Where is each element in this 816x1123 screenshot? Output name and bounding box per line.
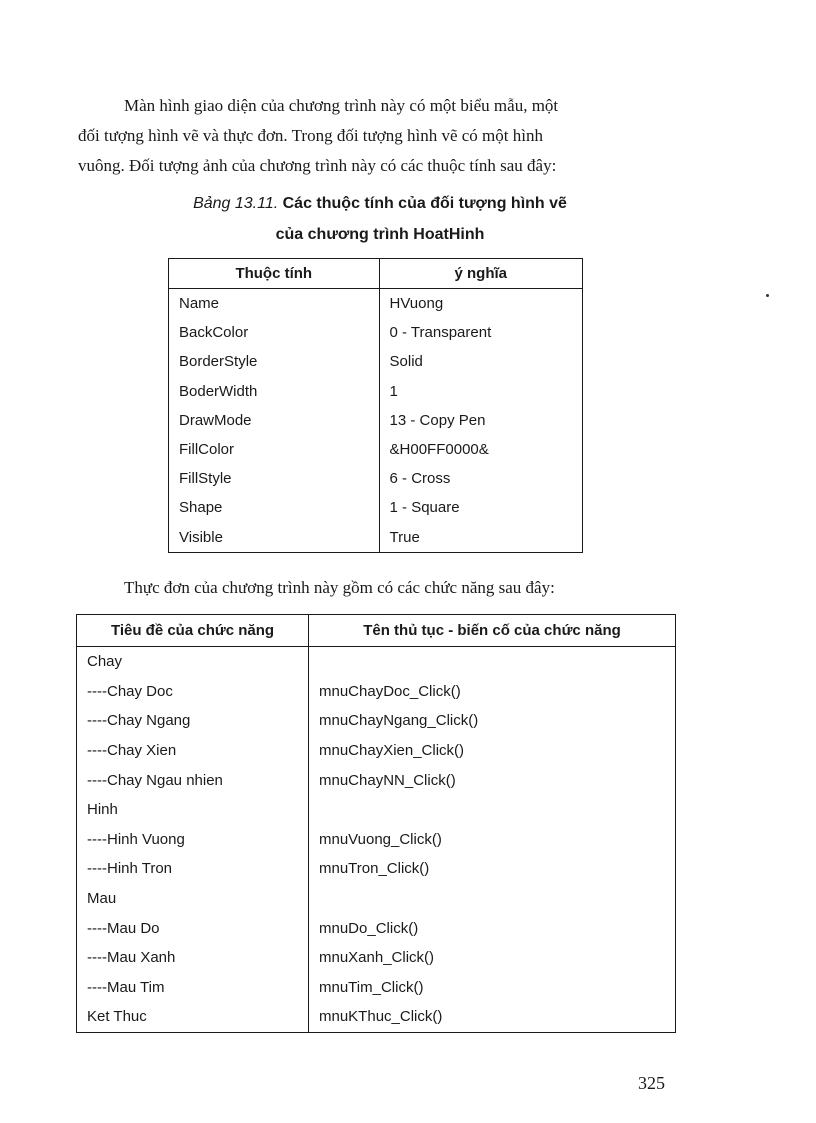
menu-item-title: ----Mau Do bbox=[77, 913, 309, 943]
property-name: FillStyle bbox=[169, 464, 380, 493]
menu-table bbox=[76, 614, 676, 1033]
table-row bbox=[77, 765, 676, 795]
header-procedure: Tên thủ tục - biến cố của chức năng bbox=[309, 615, 676, 647]
menu-item-procedure: mnuTim_Click() bbox=[319, 978, 424, 996]
menu-item-procedure: mnuXanh_Click() bbox=[319, 949, 435, 967]
table-row bbox=[169, 406, 583, 435]
intro-line-2: đối tượng hình vẽ và thực đơn. Trong đối tượng hình vẽ có một hình bbox=[78, 126, 543, 145]
table-caption-title-line-1: Các thuộc tính của đối tượng hình vẽ bbox=[282, 195, 567, 212]
table-caption-continued bbox=[150, 226, 610, 244]
property-value: 13 - Copy Pen bbox=[389, 411, 486, 429]
table-row bbox=[77, 1002, 676, 1032]
intro-paragraph bbox=[78, 91, 672, 181]
table-row bbox=[77, 647, 676, 677]
property-name: BorderStyle bbox=[169, 347, 380, 376]
table-row bbox=[169, 523, 583, 553]
table-row bbox=[169, 289, 583, 319]
table-row bbox=[77, 913, 676, 943]
table-caption bbox=[150, 195, 610, 213]
table-row bbox=[77, 706, 676, 736]
property-value: Solid bbox=[389, 353, 423, 371]
menu-item-title: ----Chay Xien bbox=[77, 736, 309, 766]
table-row bbox=[169, 347, 583, 376]
table-row bbox=[77, 677, 676, 707]
property-name: FillColor bbox=[169, 435, 380, 464]
menu-item-title: Chay bbox=[77, 647, 309, 677]
menu-item-title: Hinh bbox=[77, 795, 309, 825]
menu-item-title: ----Chay Doc bbox=[77, 677, 309, 707]
property-value: 0 - Transparent bbox=[389, 324, 492, 342]
page-number: 325 bbox=[638, 1073, 665, 1093]
menu-item-title: ----Mau Xanh bbox=[77, 943, 309, 973]
property-name: Shape bbox=[169, 493, 380, 522]
table-row bbox=[77, 825, 676, 855]
table-header-row bbox=[77, 615, 676, 647]
header-meaning: ý nghĩa bbox=[379, 259, 582, 289]
menu-item-procedure: mnuChayNN_Click() bbox=[319, 771, 456, 789]
menu-item-title: ----Hinh Tron bbox=[77, 854, 309, 884]
table-row bbox=[169, 435, 583, 464]
menu-item-procedure: mnuChayDoc_Click() bbox=[319, 682, 461, 700]
menu-item-procedure: mnuChayNgang_Click() bbox=[319, 712, 479, 730]
property-value: True bbox=[389, 528, 420, 546]
menu-item-title: ----Hinh Vuong bbox=[77, 825, 309, 855]
table-row bbox=[77, 795, 676, 825]
menu-item-title: ----Chay Ngau nhien bbox=[77, 765, 309, 795]
menu-item-title: ----Chay Ngang bbox=[77, 706, 309, 736]
property-name: BoderWidth bbox=[169, 377, 380, 406]
intro-line-3: vuông. Đối tượng ảnh của chương trình này có các thuộc tính sau đây: bbox=[78, 156, 557, 175]
intro-line-1: Màn hình giao diện của chương trình này có một biểu mẫu, một bbox=[124, 96, 559, 115]
table-row bbox=[77, 943, 676, 973]
table-row bbox=[77, 854, 676, 884]
table-row bbox=[169, 318, 583, 347]
menu-item-procedure: mnuChayXien_Click() bbox=[319, 742, 465, 760]
menu-item-procedure bbox=[309, 795, 676, 825]
menu-item-procedure: mnuKThuc_Click() bbox=[319, 1008, 443, 1026]
menu-item-procedure: mnuVuong_Click() bbox=[319, 830, 442, 848]
menu-item-procedure: mnuDo_Click() bbox=[319, 919, 419, 937]
table-row bbox=[169, 377, 583, 406]
property-value: HVuong bbox=[389, 295, 444, 313]
table-caption-label: Bảng 13.11. bbox=[193, 195, 279, 212]
table-row bbox=[77, 973, 676, 1003]
property-value: 6 - Cross bbox=[389, 470, 451, 488]
menu-item-title: Ket Thuc bbox=[77, 1002, 309, 1032]
menu-intro-text: Thực đơn của chương trình này gồm có các chức năng sau đây: bbox=[124, 578, 555, 597]
property-name: DrawMode bbox=[169, 406, 380, 435]
scan-speck bbox=[766, 294, 769, 297]
property-name: BackColor bbox=[169, 318, 380, 347]
table-caption-title-line-2: của chương trình HoatHinh bbox=[275, 226, 485, 243]
property-value: 1 bbox=[389, 382, 398, 400]
table-header-row bbox=[169, 259, 583, 289]
properties-table bbox=[168, 258, 583, 553]
menu-item-procedure: mnuTron_Click() bbox=[319, 860, 430, 878]
menu-item-procedure bbox=[309, 884, 676, 914]
table-row bbox=[77, 736, 676, 766]
table-row bbox=[77, 884, 676, 914]
property-value: &H00FF0000& bbox=[389, 441, 489, 459]
header-property: Thuộc tính bbox=[169, 259, 380, 289]
menu-item-title: ----Mau Tim bbox=[77, 973, 309, 1003]
menu-item-procedure bbox=[309, 647, 676, 677]
property-value: 1 - Square bbox=[389, 499, 460, 517]
table-row bbox=[169, 464, 583, 493]
menu-item-title: Mau bbox=[77, 884, 309, 914]
header-menu-title: Tiêu đề của chức năng bbox=[77, 615, 309, 647]
property-name: Visible bbox=[169, 523, 380, 553]
property-name: Name bbox=[169, 289, 380, 319]
table-row bbox=[169, 493, 583, 522]
